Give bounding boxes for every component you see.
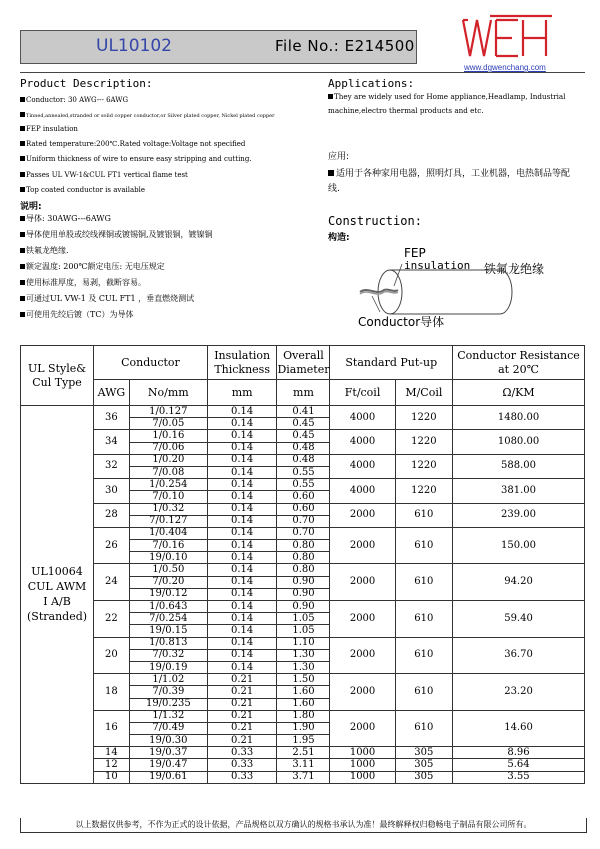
diameter-cell: 0.70 (277, 515, 330, 527)
fep-label: FEP (404, 246, 426, 260)
table-row (21, 454, 585, 466)
awg-cell: 34 (94, 430, 130, 454)
thickness-cell: 0.14 (207, 406, 277, 418)
mcoil-cell: 610 (395, 503, 452, 527)
nomm-cell: 1/1.02 (129, 674, 207, 686)
table-body (21, 406, 585, 784)
applications-text-cn: 适用于各种家用电器，照明灯具，工业机器，电热制品等配线. (328, 169, 571, 194)
bullet-square-icon (20, 141, 25, 146)
bullet-square-icon (20, 280, 25, 285)
mcoil-cell: 610 (395, 564, 452, 601)
awg-cell: 14 (94, 747, 130, 759)
header-insulation: Insulation Thickness (207, 346, 277, 380)
title-bar (20, 30, 417, 64)
thickness-cell: 0.14 (207, 503, 277, 515)
thickness-cell: 0.14 (207, 661, 277, 673)
nomm-cell: 1/0.127 (129, 406, 207, 418)
desc-item-cn: 导体使用单股或绞线裸铜或镀锡铜,及镀银铜，镀镍铜 (20, 230, 213, 239)
brand-website-link[interactable]: www.dgwenchang.com (464, 63, 546, 72)
conductor-label: Conductor导体 (358, 315, 445, 329)
thickness-cell: 0.21 (207, 735, 277, 747)
resistance-cell: 1080.00 (453, 430, 585, 454)
thickness-cell: 0.14 (207, 625, 277, 637)
resistance-cell: 239.00 (453, 503, 585, 527)
ftcoil-cell: 2000 (330, 674, 395, 711)
table-row (21, 564, 585, 576)
diameter-cell: 0.48 (277, 454, 330, 466)
diameter-cell: 0.90 (277, 588, 330, 600)
mcoil-cell: 610 (395, 527, 452, 564)
resistance-cell: 23.20 (453, 674, 585, 711)
desc-item-cn: 铁氟龙绝缘. (20, 246, 69, 255)
applications-title: Applications: (328, 77, 415, 90)
insulation-label: insulation (404, 259, 471, 272)
awg-cell: 24 (94, 564, 130, 601)
resistance-cell: 8.96 (453, 747, 585, 759)
bullet-square-icon (20, 216, 25, 221)
diameter-cell: 3.71 (277, 771, 330, 783)
description-cn-title: 说明: (20, 202, 42, 212)
header-awg: AWG (94, 380, 130, 406)
applications-text-en: They are widely used for Home appliance,Headlamp, Industrial machine,electro thermal products and etc. (328, 92, 566, 115)
awg-cell: 32 (94, 454, 130, 478)
table-row (21, 747, 585, 759)
nomm-cell: 7/0.49 (129, 722, 207, 734)
bullet-square-icon (328, 94, 333, 99)
ftcoil-cell: 4000 (330, 454, 395, 478)
awg-cell: 26 (94, 527, 130, 564)
nomm-cell: 7/0.05 (129, 418, 207, 430)
thickness-cell: 0.14 (207, 552, 277, 564)
nomm-cell: 7/0.06 (129, 442, 207, 454)
diameter-cell: 0.48 (277, 442, 330, 454)
bullet-square-icon (20, 156, 25, 161)
table-row (21, 637, 585, 649)
nomm-cell: 7/0.10 (129, 491, 207, 503)
thickness-cell: 0.14 (207, 540, 277, 552)
desc-item-cn: 可使用先绞后镀（TC）为导体 (20, 310, 133, 319)
diameter-cell: 2.51 (277, 747, 330, 759)
bullet-square-icon (20, 248, 25, 253)
resistance-cell: 3.55 (453, 771, 585, 783)
nomm-cell: 1/1.32 (129, 710, 207, 722)
nomm-cell: 7/0.127 (129, 515, 207, 527)
thickness-cell: 0.14 (207, 527, 277, 539)
bullet-square-icon (328, 170, 334, 176)
header-mm-thickness: mm (207, 380, 277, 406)
table-row (21, 759, 585, 771)
awg-cell: 20 (94, 637, 130, 674)
resistance-cell: 94.20 (453, 564, 585, 601)
mcoil-cell: 610 (395, 601, 452, 638)
thickness-cell: 0.14 (207, 564, 277, 576)
diameter-cell: 0.80 (277, 540, 330, 552)
header-overall: Overall Diameter (277, 346, 330, 380)
desc-item-en: Conductor: 30 AWG--- 6AWG (20, 96, 128, 105)
diameter-cell: 1.50 (277, 674, 330, 686)
nomm-cell: 7/0.20 (129, 576, 207, 588)
header-nomm: No/mm (129, 380, 207, 406)
thickness-cell: 0.14 (207, 637, 277, 649)
table-row (21, 771, 585, 783)
table-row (21, 479, 585, 491)
thickness-cell: 0.21 (207, 710, 277, 722)
nomm-cell: 7/0.08 (129, 466, 207, 478)
disclaimer-footer: 以上数据仅供参考，不作为正式的设计依据，产品规格以双方确认的规格书承认为准！最终解释权归稳畅电子制品有限公司所有。 (20, 818, 587, 833)
ftcoil-cell: 1000 (330, 759, 395, 771)
diameter-cell: 3.11 (277, 759, 330, 771)
diameter-cell: 1.10 (277, 637, 330, 649)
diameter-cell: 0.70 (277, 527, 330, 539)
bullet-square-icon (20, 112, 25, 117)
bullet-square-icon (20, 232, 25, 237)
nomm-cell: 1/0.16 (129, 430, 207, 442)
table-row (21, 406, 585, 418)
ftcoil-cell: 4000 (330, 406, 395, 430)
resistance-cell: 36.70 (453, 637, 585, 674)
awg-cell: 22 (94, 601, 130, 638)
nomm-cell: 7/0.32 (129, 649, 207, 661)
bullet-square-icon (20, 97, 25, 102)
diameter-cell: 0.90 (277, 601, 330, 613)
bullet-square-icon (20, 296, 25, 301)
nomm-cell: 19/0.10 (129, 552, 207, 564)
awg-cell: 12 (94, 759, 130, 771)
nomm-cell: 1/0.32 (129, 503, 207, 515)
mcoil-cell: 1220 (395, 430, 452, 454)
nomm-cell: 19/0.61 (129, 771, 207, 783)
bullet-square-icon (20, 187, 25, 192)
desc-item-en: Passes UL VW-1&CUL FT1 vertical flame test (20, 171, 188, 180)
thickness-cell: 0.14 (207, 466, 277, 478)
desc-item-cn: 使用标准厚度，易剥，截断容易。 (20, 278, 146, 287)
diameter-cell: 1.60 (277, 698, 330, 710)
table-row (21, 527, 585, 539)
table-row (21, 601, 585, 613)
thickness-cell: 0.14 (207, 454, 277, 466)
thickness-cell: 0.14 (207, 418, 277, 430)
diameter-cell: 1.05 (277, 625, 330, 637)
construction-cn-title: 构造: (328, 233, 350, 243)
thickness-cell: 0.14 (207, 613, 277, 625)
product-description-title: Product Description: (20, 77, 153, 90)
mcoil-cell: 1220 (395, 406, 452, 430)
thickness-cell: 0.14 (207, 430, 277, 442)
resistance-cell: 5.64 (453, 759, 585, 771)
awg-cell: 28 (94, 503, 130, 527)
bullet-square-icon (20, 126, 25, 131)
ftcoil-cell: 2000 (330, 527, 395, 564)
diameter-cell: 0.55 (277, 466, 330, 478)
nomm-cell: 19/0.235 (129, 698, 207, 710)
diameter-cell: 0.45 (277, 418, 330, 430)
nomm-cell: 19/0.47 (129, 759, 207, 771)
desc-item-en: FEP insulation (20, 125, 78, 134)
table-row (21, 430, 585, 442)
thickness-cell: 0.14 (207, 442, 277, 454)
thickness-cell: 0.14 (207, 601, 277, 613)
nomm-cell: 19/0.15 (129, 625, 207, 637)
resistance-cell: 150.00 (453, 527, 585, 564)
table-row (21, 674, 585, 686)
desc-item-en: Top coated conductor is available (20, 186, 145, 195)
ftcoil-cell: 1000 (330, 771, 395, 783)
diameter-cell: 1.90 (277, 722, 330, 734)
awg-cell: 18 (94, 674, 130, 711)
resistance-cell: 588.00 (453, 454, 585, 478)
diameter-cell: 0.60 (277, 491, 330, 503)
mcoil-cell: 610 (395, 710, 452, 747)
desc-item-en: Rated temperature:200℃.Rated voltage:Voltage not specified (20, 140, 245, 149)
nomm-cell: 19/0.19 (129, 661, 207, 673)
header-resistance: Conductor Resistance at 20℃ (453, 346, 585, 380)
desc-item-en: Uniform thickness of wire to ensure easy stripping and cutting. (20, 155, 252, 164)
desc-item-en: Tinned,annealed,stranded or solid copper conductor,or Silver plated copper, Nickel plated copper (20, 112, 275, 121)
nomm-cell: 7/0.16 (129, 540, 207, 552)
header-divider (20, 72, 585, 73)
table-row (21, 503, 585, 515)
construction-title: Construction: (328, 214, 422, 228)
thickness-cell: 0.14 (207, 649, 277, 661)
header-ohm: Ω/KM (453, 380, 585, 406)
nomm-cell: 19/0.12 (129, 588, 207, 600)
resistance-cell: 381.00 (453, 479, 585, 503)
nomm-cell: 7/0.39 (129, 686, 207, 698)
thickness-cell: 0.14 (207, 588, 277, 600)
nomm-cell: 1/0.643 (129, 601, 207, 613)
diameter-cell: 0.90 (277, 576, 330, 588)
insulation-cn-label: 铁氟龙绝缘 (484, 262, 545, 276)
thickness-cell: 0.14 (207, 515, 277, 527)
thickness-cell: 0.14 (207, 491, 277, 503)
mcoil-cell: 305 (395, 759, 452, 771)
mcoil-cell: 305 (395, 771, 452, 783)
mcoil-cell: 305 (395, 747, 452, 759)
ftcoil-cell: 2000 (330, 503, 395, 527)
nomm-cell: 1/0.20 (129, 454, 207, 466)
diameter-cell: 0.41 (277, 406, 330, 418)
header-putup: Standard Put-up (330, 346, 453, 380)
header-mm-diameter: mm (277, 380, 330, 406)
thickness-cell: 0.21 (207, 674, 277, 686)
mcoil-cell: 1220 (395, 479, 452, 503)
desc-item-cn: 可通过UL VW-1 及 CUL FT1 ，垂直燃烧测试 (20, 294, 194, 303)
thickness-cell: 0.33 (207, 771, 277, 783)
applications-cn-title: 应用: (328, 152, 350, 162)
header-style: UL Style& Cul Type (21, 346, 94, 406)
ftcoil-cell: 2000 (330, 564, 395, 601)
mcoil-cell: 610 (395, 637, 452, 674)
ftcoil-cell: 2000 (330, 601, 395, 638)
awg-cell: 16 (94, 710, 130, 747)
awg-cell: 36 (94, 406, 130, 430)
table-row (21, 710, 585, 722)
diameter-cell: 1.30 (277, 649, 330, 661)
diameter-cell: 1.80 (277, 710, 330, 722)
model-number: UL10102 (96, 36, 172, 56)
diameter-cell: 0.45 (277, 430, 330, 442)
diameter-cell: 1.60 (277, 686, 330, 698)
nomm-cell: 1/0.50 (129, 564, 207, 576)
specification-table (20, 345, 585, 784)
thickness-cell: 0.33 (207, 759, 277, 771)
diameter-cell: 0.55 (277, 479, 330, 491)
resistance-cell: 1480.00 (453, 406, 585, 430)
bullet-square-icon (20, 312, 25, 317)
header-ftcoil: Ft/coil (330, 380, 395, 406)
diameter-cell: 0.60 (277, 503, 330, 515)
awg-cell: 10 (94, 771, 130, 783)
diameter-cell: 0.80 (277, 564, 330, 576)
diameter-cell: 1.30 (277, 661, 330, 673)
nomm-cell: 1/0.254 (129, 479, 207, 491)
brand-logo (460, 12, 555, 60)
ftcoil-cell: 1000 (330, 747, 395, 759)
cable-diagram (350, 260, 530, 320)
header-mcoil: M/Coil (395, 380, 452, 406)
nomm-cell: 19/0.30 (129, 735, 207, 747)
thickness-cell: 0.21 (207, 686, 277, 698)
thickness-cell: 0.33 (207, 747, 277, 759)
thickness-cell: 0.14 (207, 576, 277, 588)
nomm-cell: 1/0.813 (129, 637, 207, 649)
ftcoil-cell: 4000 (330, 430, 395, 454)
desc-item-cn: 额定温度: 200℃额定电压: 无电压规定 (20, 262, 165, 271)
desc-item-cn: 导体: 30AWG---6AWG (20, 214, 111, 223)
bullet-square-icon (20, 172, 25, 177)
diameter-cell: 0.80 (277, 552, 330, 564)
thickness-cell: 0.14 (207, 479, 277, 491)
diameter-cell: 1.95 (277, 735, 330, 747)
bullet-square-icon (20, 264, 25, 269)
awg-cell: 30 (94, 479, 130, 503)
nomm-cell: 19/0.37 (129, 747, 207, 759)
header-conductor: Conductor (94, 346, 208, 380)
ftcoil-cell: 4000 (330, 479, 395, 503)
resistance-cell: 14.60 (453, 710, 585, 747)
resistance-cell: 59.40 (453, 601, 585, 638)
thickness-cell: 0.21 (207, 722, 277, 734)
mcoil-cell: 610 (395, 674, 452, 711)
nomm-cell: 1/0.404 (129, 527, 207, 539)
mcoil-cell: 1220 (395, 454, 452, 478)
diameter-cell: 1.05 (277, 613, 330, 625)
nomm-cell: 7/0.254 (129, 613, 207, 625)
file-number: File No.: E214500 (275, 37, 415, 55)
ftcoil-cell: 2000 (330, 637, 395, 674)
style-cell: UL10064 CUL AWM I A/B (Stranded) (21, 406, 94, 784)
thickness-cell: 0.21 (207, 698, 277, 710)
ftcoil-cell: 2000 (330, 710, 395, 747)
